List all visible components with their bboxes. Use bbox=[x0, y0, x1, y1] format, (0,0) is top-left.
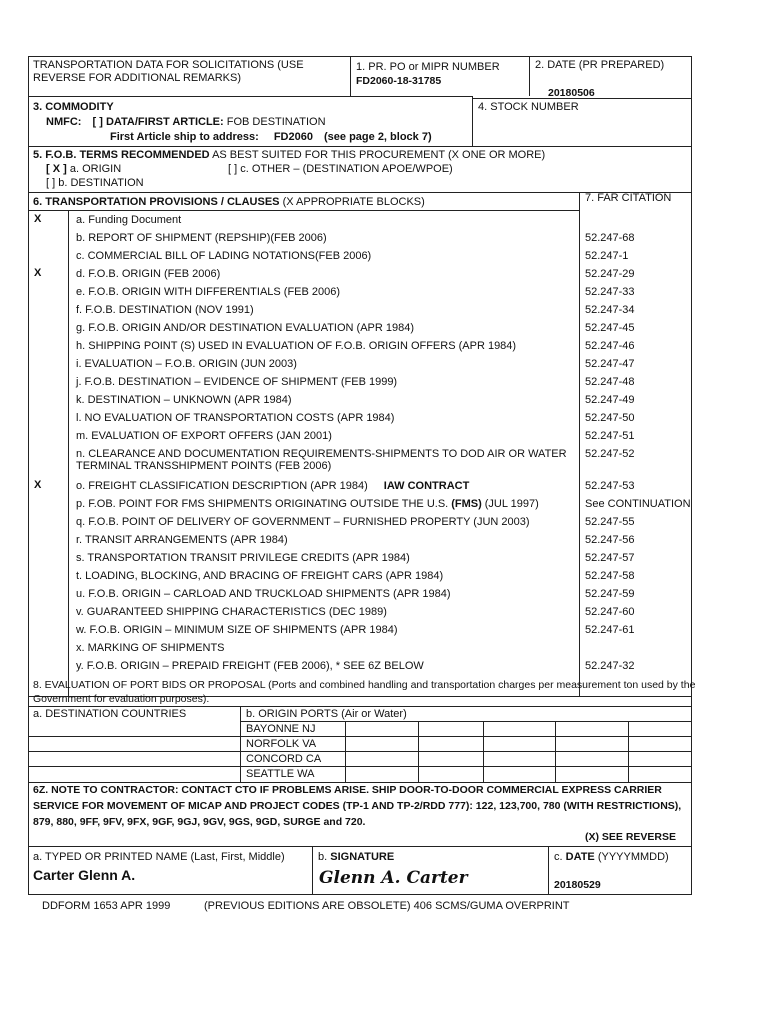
provision-text: s. TRANSPORTATION TRANSIT PRIVILEGE CREDITS (APR 1984) bbox=[76, 552, 410, 564]
provision-row bbox=[28, 337, 692, 355]
provision-row bbox=[28, 513, 692, 531]
fob-other-option: [ ] c. OTHER – (DESTINATION APOE/WPOE) bbox=[228, 163, 453, 175]
fob-destination-option: [ ] b. DESTINATION bbox=[46, 177, 144, 189]
pr-number-label: 1. PR. PO or MIPR NUMBER bbox=[356, 61, 500, 73]
provision-row bbox=[28, 409, 692, 427]
fob-terms-label: 5. F.O.B. TERMS RECOMMENDED AS BEST SUITED FOR THIS PROCUREMENT (X ONE OR MORE) bbox=[33, 149, 546, 161]
far-citation: 52.247-1 bbox=[585, 250, 629, 262]
provision-text: a. Funding Document bbox=[76, 214, 182, 226]
provision-row bbox=[28, 495, 692, 513]
provision-row bbox=[28, 247, 692, 265]
provision-row bbox=[28, 301, 692, 319]
provision-text: m. EVALUATION OF EXPORT OFFERS (JAN 2001) bbox=[76, 430, 332, 442]
provision-text: g. F.O.B. ORIGIN AND/OR DESTINATION EVALUATION (APR 1984) bbox=[76, 322, 415, 334]
pr-number-value: FD2060-18-31785 bbox=[356, 75, 442, 87]
provision-row bbox=[28, 211, 692, 229]
provision-text: u. F.O.B. ORIGIN – CARLOAD AND TRUCKLOAD SHIPMENTS (APR 1984) bbox=[76, 588, 451, 600]
origin-ports-label: b. ORIGIN PORTS (Air or Water) bbox=[246, 708, 407, 720]
far-citation: 52.247-55 bbox=[585, 516, 635, 528]
far-citation: 52.247-49 bbox=[585, 394, 635, 406]
provision-checkbox-mark[interactable]: X bbox=[34, 267, 42, 279]
form-title-line1: TRANSPORTATION DATA FOR SOLICITATIONS (USE bbox=[33, 59, 304, 71]
provision-checkbox-mark[interactable]: X bbox=[34, 479, 42, 491]
far-citation: 52.247-68 bbox=[585, 232, 635, 244]
provision-row bbox=[28, 373, 692, 391]
form-number: DDFORM 1653 APR 1999 bbox=[42, 900, 171, 912]
provision-text: x. MARKING OF SHIPMENTS bbox=[76, 642, 225, 654]
far-citation: 52.247-45 bbox=[585, 322, 635, 334]
provision-text: i. EVALUATION – F.O.B. ORIGIN (JUN 2003) bbox=[76, 358, 297, 370]
provision-text: q. F.O.B. POINT OF DELIVERY OF GOVERNMENT – FURNISHED PROPERTY (JUN 2003) bbox=[76, 516, 530, 528]
provision-row bbox=[28, 229, 692, 247]
provision-text: t. LOADING, BLOCKING, AND BRACING OF FREIGHT CARS (APR 1984) bbox=[76, 570, 444, 582]
provision-row bbox=[28, 639, 692, 657]
far-citation: 52.247-33 bbox=[585, 286, 635, 298]
destination-countries-label: a. DESTINATION COUNTRIES bbox=[33, 708, 187, 720]
provision-text: k. DESTINATION – UNKNOWN (APR 1984) bbox=[76, 394, 292, 406]
commodity-label: 3. COMMODITY bbox=[33, 101, 114, 113]
far-citation-label: 7. FAR CITATION bbox=[585, 192, 672, 204]
origin-port: SEATTLE WA bbox=[246, 768, 315, 780]
far-citation: See CONTINUATION bbox=[585, 498, 691, 510]
provision-text: r. TRANSIT ARRANGEMENTS (APR 1984) bbox=[76, 534, 288, 546]
provision-row bbox=[28, 319, 692, 337]
provision-text: n. CLEARANCE AND DOCUMENTATION REQUIREMENTS-SHIPMENTS TO DOD AIR OR WATER TERMINAL TRANSSHIPMENT POINTS (FEB 2006) bbox=[76, 448, 567, 472]
form-title-line2: REVERSE FOR ADDITIONAL REMARKS) bbox=[33, 72, 242, 84]
origin-port: CONCORD CA bbox=[246, 753, 322, 765]
far-citation: 52.247-32 bbox=[585, 660, 635, 672]
far-citation: 52.247-56 bbox=[585, 534, 635, 546]
provision-row bbox=[28, 445, 692, 477]
note-line1: 6Z. NOTE TO CONTRACTOR: CONTACT CTO IF PROBLEMS ARISE. SHIP DOOR-TO-DOOR COMMERCIAL EXPRESS CARRIER bbox=[33, 784, 662, 796]
first-article-line: First Article ship to address: FD2060 (see page 2, block 7) bbox=[110, 131, 432, 143]
provision-text: h. SHIPPING POINT (S) USED IN EVALUATION OF F.O.B. ORIGIN OFFERS (APR 1984) bbox=[76, 340, 517, 352]
editions-note: (PREVIOUS EDITIONS ARE OBSOLETE) 406 SCMS/GUMA OVERPRINT bbox=[204, 900, 570, 912]
provision-row bbox=[28, 391, 692, 409]
provision-row bbox=[28, 603, 692, 621]
signature-label: b. SIGNATURE bbox=[318, 851, 395, 863]
provision-row bbox=[28, 427, 692, 445]
provision-text: f. F.O.B. DESTINATION (NOV 1991) bbox=[76, 304, 254, 316]
far-citation: 52.247-58 bbox=[585, 570, 635, 582]
fob-origin-option: [ X ] a. ORIGIN bbox=[46, 163, 122, 175]
note-line3: 879, 880, 9FF, 9FV, 9FX, 9GF, 9GJ, 9GV, 9GS, 9GD, SURGE and 720. bbox=[33, 816, 366, 828]
signature-value: Glenn A. Carter bbox=[319, 868, 468, 888]
provision-text: e. F.O.B. ORIGIN WITH DIFFERENTIALS (FEB 2006) bbox=[76, 286, 341, 298]
stock-number-label: 4. STOCK NUMBER bbox=[478, 101, 579, 113]
far-citation: 52.247-29 bbox=[585, 268, 635, 280]
far-citation: 52.247-60 bbox=[585, 606, 635, 618]
provision-row bbox=[28, 265, 692, 283]
far-citation: 52.247-51 bbox=[585, 430, 635, 442]
far-citation: 52.247-53 bbox=[585, 480, 635, 492]
far-citation: 52.247-52 bbox=[585, 448, 635, 460]
provision-row bbox=[28, 531, 692, 549]
provision-row bbox=[28, 477, 692, 495]
far-citation: 52.247-59 bbox=[585, 588, 635, 600]
origin-port: BAYONNE NJ bbox=[246, 723, 316, 735]
provision-text: l. NO EVALUATION OF TRANSPORTATION COSTS (APR 1984) bbox=[76, 412, 395, 424]
provision-text: o. FREIGHT CLASSIFICATION DESCRIPTION (APR 1984) IAW CONTRACT bbox=[76, 480, 470, 492]
far-citation: 52.247-46 bbox=[585, 340, 635, 352]
provision-text: p. F.OB. POINT FOR FMS SHIPMENTS ORIGINATING OUTSIDE THE U.S. (FMS) (JUL 1997) bbox=[76, 498, 539, 510]
typed-name-value: Carter Glenn A. bbox=[33, 867, 136, 883]
far-citation: 52.247-47 bbox=[585, 358, 635, 370]
evaluation-line1: 8. EVALUATION OF PORT BIDS OR PROPOSAL (Ports and combined handling and transportation charges per measurement ton used by the bbox=[33, 679, 696, 691]
provision-text: w. F.O.B. ORIGIN – MINIMUM SIZE OF SHIPMENTS (APR 1984) bbox=[76, 624, 398, 636]
far-citation: 52.247-57 bbox=[585, 552, 635, 564]
provision-checkbox-mark[interactable]: X bbox=[34, 213, 42, 225]
provision-text: y. F.O.B. ORIGIN – PREPAID FREIGHT (FEB 2006), * SEE 6Z BELOW bbox=[76, 660, 424, 672]
date-prepared-value: 20180506 bbox=[548, 87, 595, 99]
provision-row bbox=[28, 567, 692, 585]
provision-row bbox=[28, 549, 692, 567]
date-prepared-label: 2. DATE (PR PREPARED) bbox=[535, 59, 665, 71]
evaluation-line2: Government for evaluation purposes). bbox=[33, 693, 210, 705]
origin-port: NORFOLK VA bbox=[246, 738, 317, 750]
far-citation: 52.247-34 bbox=[585, 304, 635, 316]
provision-text: c. COMMERCIAL BILL OF LADING NOTATIONS(FEB 2006) bbox=[76, 250, 372, 262]
far-citation: 52.247-48 bbox=[585, 376, 635, 388]
provision-text: d. F.O.B. ORIGIN (FEB 2006) bbox=[76, 268, 221, 280]
provision-row bbox=[28, 585, 692, 603]
far-citation: 52.247-50 bbox=[585, 412, 635, 424]
provision-text: b. REPORT OF SHIPMENT (REPSHIP)(FEB 2006) bbox=[76, 232, 327, 244]
sign-date-label: c. DATE (YYYYMMDD) bbox=[554, 851, 669, 863]
see-reverse: (X) SEE REVERSE bbox=[585, 831, 677, 843]
nmfc-line: NMFC: [ ] DATA/FIRST ARTICLE: FOB DESTINATION bbox=[46, 116, 326, 128]
far-citation: 52.247-61 bbox=[585, 624, 635, 636]
provision-text: v. GUARANTEED SHIPPING CHARACTERISTICS (DEC 1989) bbox=[76, 606, 387, 618]
provision-text: j. F.O.B. DESTINATION – EVIDENCE OF SHIPMENT (FEB 1999) bbox=[76, 376, 398, 388]
provision-row bbox=[28, 657, 692, 675]
note-line2: SERVICE FOR MOVEMENT OF MICAP AND PROJECT CODES (TP-1 AND TP-2/RDD 777): 122, 123,700, 780 (WITH RESTRICTIONS), bbox=[33, 800, 682, 812]
provision-row bbox=[28, 355, 692, 373]
provision-row bbox=[28, 621, 692, 639]
provision-row bbox=[28, 283, 692, 301]
sign-date-value: 20180529 bbox=[554, 879, 601, 891]
provisions-label: 6. TRANSPORTATION PROVISIONS / CLAUSES (X APPROPRIATE BLOCKS) bbox=[33, 196, 425, 208]
typed-name-label: a. TYPED OR PRINTED NAME (Last, First, Middle) bbox=[33, 851, 285, 863]
